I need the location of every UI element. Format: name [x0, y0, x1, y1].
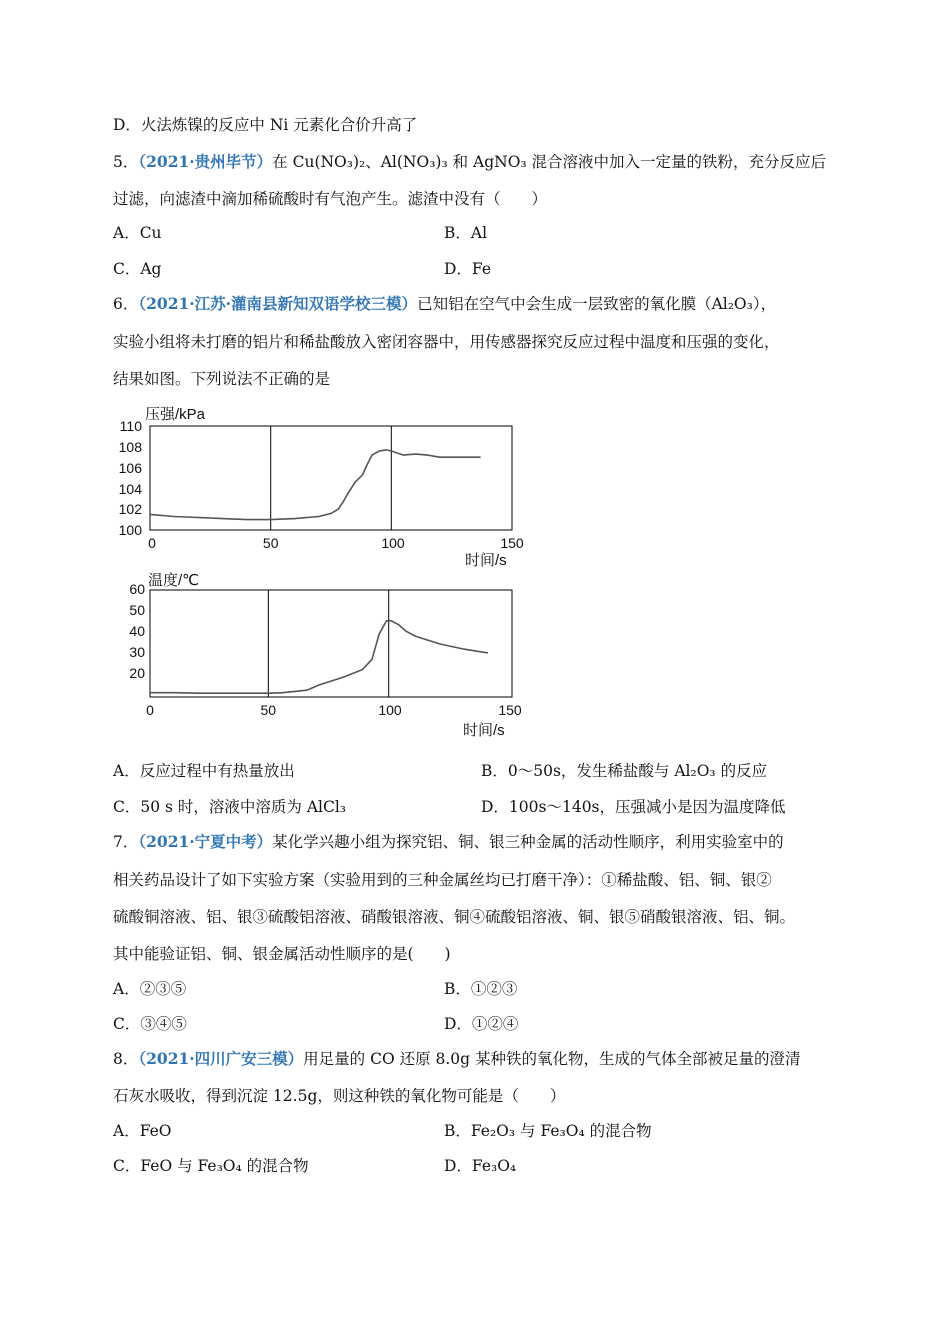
- temperature-xtick-100: 100: [378, 702, 402, 718]
- temperature-ytick-20: 20: [129, 665, 145, 681]
- q5-option-c[interactable]: C．Ag: [113, 260, 162, 278]
- temperature-ytick-40: 40: [129, 623, 145, 639]
- q7-option-a[interactable]: A．②③⑤: [113, 980, 187, 998]
- pressure-ytick-110: 110: [119, 418, 142, 434]
- q7-number: 7．: [113, 833, 139, 851]
- q5-stem-line2: 过滤，向滤渣中滴加稀硫酸时有气泡产生。滤渣中没有（ ）: [113, 190, 548, 208]
- pressure-ytick-100: 100: [118, 522, 142, 538]
- q7-stem-line2: 相关药品设计了如下实验方案（实验用到的三种金属丝均已打磨干净）：①稀盐酸、铝、铜、银②: [113, 871, 772, 889]
- q6-option-d[interactable]: D．100s～140s，压强减小是因为温度降低: [481, 798, 786, 816]
- q8-option-c[interactable]: C．FeO 与 Fe₃O₄ 的混合物: [113, 1157, 309, 1175]
- q6-option-c[interactable]: C．50 s 时，溶液中溶质为 AlCl₃: [113, 798, 347, 816]
- pressure-xlabel: 时间/s: [465, 552, 507, 569]
- pressure-xtick-100: 100: [381, 535, 405, 551]
- pressure-ylabel: 压强/kPa: [145, 406, 206, 423]
- temperature-ytick-60: 60: [129, 581, 145, 597]
- q8-stem-line1: [113, 1048, 801, 1070]
- q5-number: 5．: [113, 153, 139, 171]
- q5-stem-line1: [113, 151, 826, 173]
- q7-option-d[interactable]: D．①②④: [444, 1015, 519, 1033]
- pressure-series-line: [150, 450, 481, 520]
- q6-number: 6．: [113, 295, 139, 313]
- temperature-ytick-30: 30: [129, 644, 145, 660]
- q8-stem-text1: 用足量的 CO 还原 8.0g 某种铁的氧化物，生成的气体全部被足量的澄清: [303, 1050, 801, 1068]
- q8-source: （2021·四川广安三模）: [138, 1049, 304, 1068]
- temperature-ylabel: 温度/℃: [148, 572, 200, 589]
- q7-option-b[interactable]: B．①②③: [444, 980, 518, 998]
- q6-stem-line2: 实验小组将未打磨的铝片和稀盐酸放入密闭容器中，用传感器探究反应过程中温度和压强的变化，: [113, 333, 780, 351]
- pressure-ytick-104: 104: [118, 481, 142, 497]
- temperature-chart: [110, 566, 540, 742]
- pressure-ytick-102: 102: [118, 501, 142, 517]
- temperature-xtick-50: 50: [260, 702, 277, 718]
- pressure-plot-frame: [150, 426, 512, 530]
- temperature-series-line: [150, 621, 488, 693]
- temperature-xlabel: 时间/s: [463, 722, 505, 739]
- q5-option-b[interactable]: B．Al: [444, 224, 488, 242]
- q5-option-d[interactable]: D．Fe: [444, 260, 492, 278]
- q7-option-c[interactable]: C．③④⑤: [113, 1015, 187, 1033]
- q7-stem-line3: 硫酸铜溶液、铝、银③硫酸铝溶液、硝酸银溶液、铜④硫酸铝溶液、铜、银⑤硝酸银溶液、铝、铜。: [113, 908, 796, 926]
- q5-source: （2021·贵州毕节）: [138, 152, 273, 171]
- q8-option-b[interactable]: B．Fe₂O₃ 与 Fe₃O₄ 的混合物: [444, 1122, 652, 1140]
- q5-option-a[interactable]: A．Cu: [113, 224, 162, 242]
- q8-stem-line2: 石灰水吸收，得到沉淀 12.5g，则这种铁的氧化物可能是（ ）: [113, 1087, 566, 1105]
- temperature-ytick-50: 50: [129, 602, 145, 618]
- q6-source: （2021·江苏·灌南县新知双语学校三模）: [138, 294, 418, 313]
- q7-stem-line4: 其中能验证铝、铜、银金属活动性顺序的是( ): [113, 945, 451, 963]
- pressure-xtick-50: 50: [262, 535, 279, 551]
- q6-option-b[interactable]: B．0～50s，发生稀盐酸与 Al₂O₃ 的反应: [481, 762, 768, 780]
- pressure-xtick-0: 0: [148, 535, 156, 551]
- temperature-xtick-0: 0: [146, 702, 154, 718]
- q6-stem-line1: [113, 293, 776, 315]
- pressure-ytick-106: 106: [118, 460, 142, 476]
- pressure-ytick-108: 108: [118, 439, 142, 455]
- q8-option-a[interactable]: A．FeO: [113, 1122, 172, 1140]
- q8-option-d[interactable]: D．Fe₃O₄: [444, 1157, 517, 1175]
- temperature-xtick-150: 150: [498, 702, 522, 718]
- q6-stem-text1: 已知铝在空气中会生成一层致密的氧化膜（Al₂O₃），: [417, 295, 777, 313]
- pressure-xtick-150: 150: [500, 535, 524, 551]
- q8-number: 8．: [113, 1050, 139, 1068]
- q5-stem-text1: 在 Cu(NO₃)₂、Al(NO₃)₃ 和 AgNO₃ 混合溶液中加入一定量的铁粉，充分反应后: [272, 153, 827, 171]
- q7-stem-text1: 某化学兴趣小组为探究铝、铜、银三种金属的活动性顺序，利用实验室中的: [272, 833, 784, 851]
- q6-option-a[interactable]: A．反应过程中有热量放出: [113, 762, 295, 780]
- q7-stem-line1: [113, 831, 784, 853]
- q4-option-d: D．火法炼镍的反应中 Ni 元素化合价升高了: [113, 116, 418, 134]
- q6-stem-line3: 结果如图。下列说法不正确的是: [113, 370, 331, 388]
- pressure-chart: [110, 398, 540, 570]
- q7-source: （2021·宁夏中考）: [138, 832, 273, 851]
